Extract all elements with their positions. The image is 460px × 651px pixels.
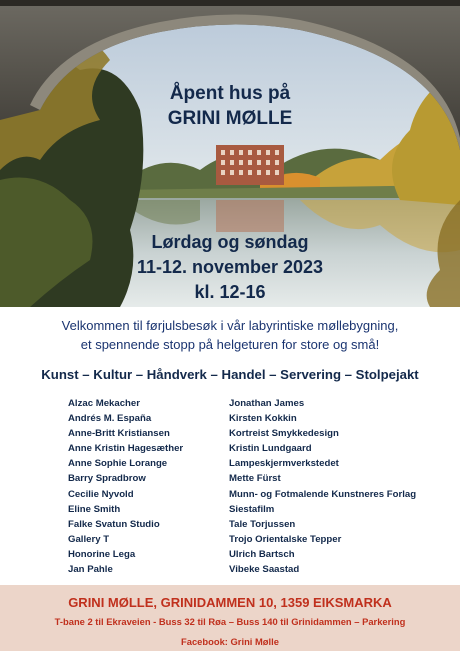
exhibitor-list-left	[68, 396, 183, 577]
exhibitor-item: Anne-Britt Kristiansen	[68, 428, 170, 440]
intro-text	[0, 316, 460, 354]
exhibitor-item: Barry Spradbrow	[68, 473, 146, 485]
footer-address: GRINI MØLLE, GRINIDAMMEN 10, 1359 EIKSMARKA	[68, 595, 392, 610]
exhibitor-item: Siestafilm	[229, 503, 275, 515]
date-line-3: kl. 12-16	[194, 282, 266, 302]
headline-line-2: GRINI MØLLE	[167, 108, 293, 129]
exhibitor-item: Gallery T	[68, 533, 110, 545]
exhibitor-item: Munn- og Fotmalende Kunstneres Forlag	[229, 488, 417, 500]
exhibitor-item: Falke Svatun Studio	[68, 518, 160, 530]
exhibitor-item: Ulrich Bartsch	[229, 548, 295, 560]
exhibitor-item: Trojo Orientalske Tepper	[229, 533, 342, 545]
footer-band	[0, 585, 460, 651]
exhibitor-item: Anne Kristin Hagesæther	[68, 443, 184, 455]
exhibitor-item: Eline Smith	[68, 503, 121, 515]
date-line-2: 11-12. november 2023	[136, 257, 324, 277]
exhibitor-item: Anne Sophie Lorange	[68, 458, 168, 470]
exhibitor-item: Tale Torjussen	[229, 518, 296, 530]
exhibitor-item: Jonathan James	[229, 398, 305, 409]
exhibitor-item: Jan Pahle	[68, 564, 113, 576]
headline-line-1: Åpent hus på	[169, 83, 291, 104]
exhibitor-list-right	[229, 396, 416, 577]
exhibitor-item: Kirsten Kokkin	[229, 413, 297, 425]
exhibitor-item: Alzac Mekacher	[68, 398, 140, 409]
exhibitor-item: Cecilie Nyvold	[68, 488, 134, 500]
footer-transport: T-bane 2 til Ekraveien - Buss 32 til Røa – Buss 140 til Grinidammen – Parkering	[54, 616, 406, 627]
exhibitor-item: Kristin Lundgaard	[229, 443, 312, 455]
exhibitor-item: Mette Fürst	[229, 473, 281, 485]
categories-line: Kunst – Kultur – Håndverk – Handel – Servering – Stolpejakt	[41, 367, 419, 382]
exhibitor-item: Andrés M. España	[68, 413, 152, 425]
intro-line-2: et spennende stopp på helgeturen for store og små!	[80, 337, 380, 352]
exhibitor-item: Lampeskjermverkstedet	[229, 458, 339, 470]
exhibitor-item: Honorine Lega	[68, 548, 136, 560]
exhibitor-item: Kortreist Smykkedesign	[229, 428, 339, 440]
footer-facebook: Facebook: Grini Mølle	[181, 636, 279, 647]
intro-line-1: Velkommen til førjulsbesøk i vår labyrintiske møllebygning,	[61, 318, 399, 333]
date-line-1: Lørdag og søndag	[151, 232, 309, 252]
exhibitor-item: Vibeke Saastad	[229, 564, 300, 576]
